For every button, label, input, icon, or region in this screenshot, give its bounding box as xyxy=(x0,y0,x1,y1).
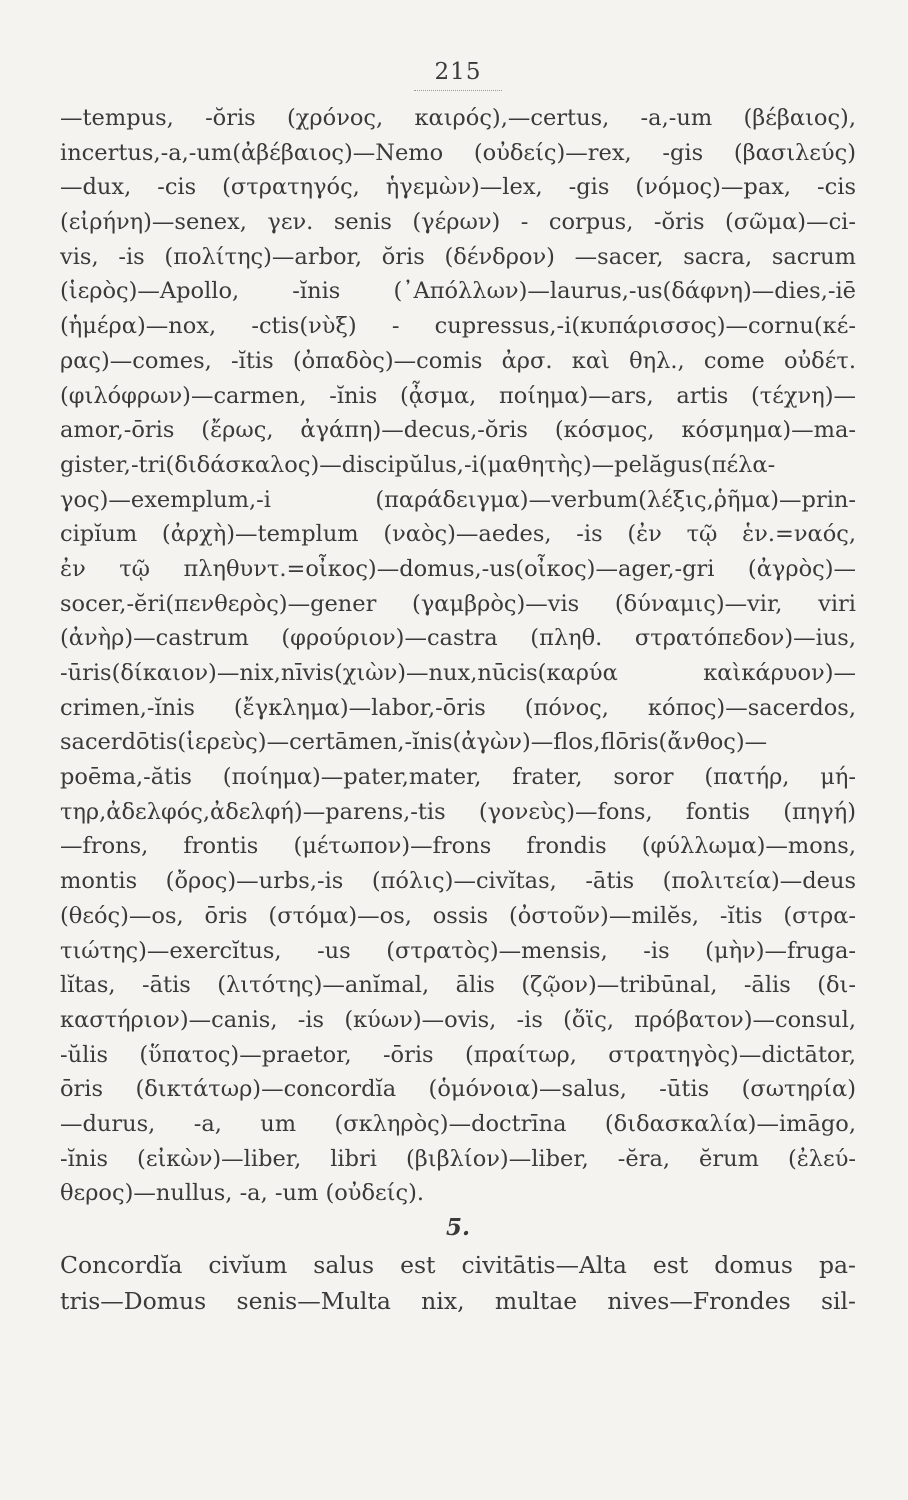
text-line: -ŭlis (ὕπατος)—praetor, -ōris (πραίτωρ, στρατηγὸς)—dictātor, xyxy=(60,1041,856,1068)
text-line: poēma,-ătis (ποίημα)—pater,mater, frater, soror (πατήρ, μή- xyxy=(60,764,856,791)
text-line: (φιλόφρων)—carmen, -ĭnis (ᾆσμα, ποίημα)—ars, artis (τέχνη)— xyxy=(60,382,856,409)
text-line: (ἡμέρα)—nox, -ctis(νὺξ) - cupressus,-i(κυπάρισσος)—cornu(κέ- xyxy=(60,313,856,340)
text-line: γος)—exemplum,-i (παράδειγμα)—verbum(λέξις,ῥῆμα)—prin- xyxy=(60,486,856,513)
text-line: (θεός)—os, ōris (στόμα)—os, ossis (ὀστοῦν)—milĕs, -ĭtis (στρα- xyxy=(60,902,856,929)
text-line: socer,-ĕri(πενθερὸς)—gener (γαμβρὸς)—vis (δύναμις)—vir, viri xyxy=(60,590,856,617)
text-line: τηρ,ἀδελφός,ἀδελφή)—parens,-tis (γονεὺς)—fons, fontis (πηγή) xyxy=(60,798,856,825)
text-line: —frons, frontis (μέτωπον)—frons frondis (φύλλωμα)—mons, xyxy=(60,833,856,860)
text-line: (ἀνὴρ)—castrum (φρούριον)—castra (πληθ. στρατόπεδον)—ius, xyxy=(60,625,856,652)
text-line: (εἰρήνη)—senex, γεν. senis (γέρων) - corpus, -ŏris (σῶμα)—ci- xyxy=(60,209,856,236)
page-number: 215 xyxy=(434,59,482,85)
page-number-rule xyxy=(414,90,502,91)
text-line: —durus, -a, um (σκληρὸς)—doctrīna (διδασκαλία)—imāgo, xyxy=(60,1110,856,1137)
text-line: incertus,-a,-um(ἀβέβαιος)—Nemo (οὐδείς)—rex, -gis (βασιλεύς) xyxy=(60,139,856,166)
text-line: Concordĭa civĭum salus est civitātis—Alta est domus pa- xyxy=(60,1251,856,1279)
section-number: 5. xyxy=(445,1214,470,1241)
text-line: tris—Domus senis—Multa nix, multae nives—Frondes sil- xyxy=(60,1287,856,1315)
text-line: —dux, -cis (στρατηγός, ἡγεμὼν)—lex, -gis (νόμος)—pax, -cis xyxy=(60,174,856,201)
text-line: ōris (δικτάτωρ)—concordĭa (ὁμόνοια)—salus, -ūtis (σωτηρία) xyxy=(60,1076,856,1103)
text-line: -ĭnis (εἰκὼν)—liber, libri (βιβλίον)—liber, -ĕra, ĕrum (ἐλεύ- xyxy=(60,1145,856,1172)
text-line: ἐν τῷ πληθυντ.=οἶκος)—domus,-us(οἶκος)—ager,-gri (ἀγρὸς)— xyxy=(60,555,856,582)
text-line: —tempus, -ŏris (χρόνος, καιρός),—certus, -a,-um (βέβαιος), xyxy=(60,105,856,131)
text-line: lĭtas, -ātis (λιτότης)—anĭmal, ālis (ζῷον)—tribūnal, -ālis (δι- xyxy=(60,972,856,999)
text-line: ρας)—comes, -ĭtis (ὀπαδὸς)—comis ἀρσ. καὶ θηλ., come οὐδέτ. xyxy=(60,347,856,374)
text-line: τιώτης)—exercĭtus, -us (στρατὸς)—mensis, -is (μὴν)—fruga- xyxy=(60,937,856,964)
text-line: θερος)—nullus, -a, -um (οὐδείς). xyxy=(60,1180,425,1207)
text-line: καστήριον)—canis, -is (κύων)—ovis, -is (ὄϊς, πρόβατον)—consul, xyxy=(60,1006,856,1033)
text-line: -ūris(δίκαιον)—nix,nīvis(χιὼν)—nux,nūcis(καρύα καὶκάρυον)— xyxy=(60,660,856,686)
text-line: (ἱερὸς)—Apollo, -ĭnis (᾿Απόλλων)—laurus,-us(δάφνη)—dies,-iē xyxy=(60,278,856,305)
text-line: vis, -is (πολίτης)—arbor, ŏris (δένδρον) —sacer, sacra, sacrum xyxy=(60,243,856,270)
text-line: crimen,-ĭnis (ἔγκλημα)—labor,-ōris (πόνος, κόπος)—sacerdos, xyxy=(60,694,856,721)
text-line: cipĭum (ἀρχὴ)—templum (ναὸς)—aedes, -is (ἐν τῷ ἑν.=ναός, xyxy=(60,521,856,548)
vocabulary-text xyxy=(60,101,856,1211)
text-line: gister,-tri(διδάσκαλος)—discipŭlus,-i(μαθητὴς)—pelăgus(πέλα- xyxy=(60,451,776,478)
text-line: amor,-ōris (ἔρως, ἀγάπη)—decus,-ŏris (κόσμος, κόσμημα)—ma- xyxy=(60,417,856,444)
text-line: montis (ὄρος)—urbs,-is (πόλις)—civĭtas, -ātis (πολιτεία)—deus xyxy=(60,868,856,895)
exercise-text xyxy=(60,1247,856,1319)
text-line: sacerdōtis(ἱερεὺς)—certāmen,-ĭnis(ἀγὼν)—flos,flōris(ἄνθος)— xyxy=(60,729,768,756)
